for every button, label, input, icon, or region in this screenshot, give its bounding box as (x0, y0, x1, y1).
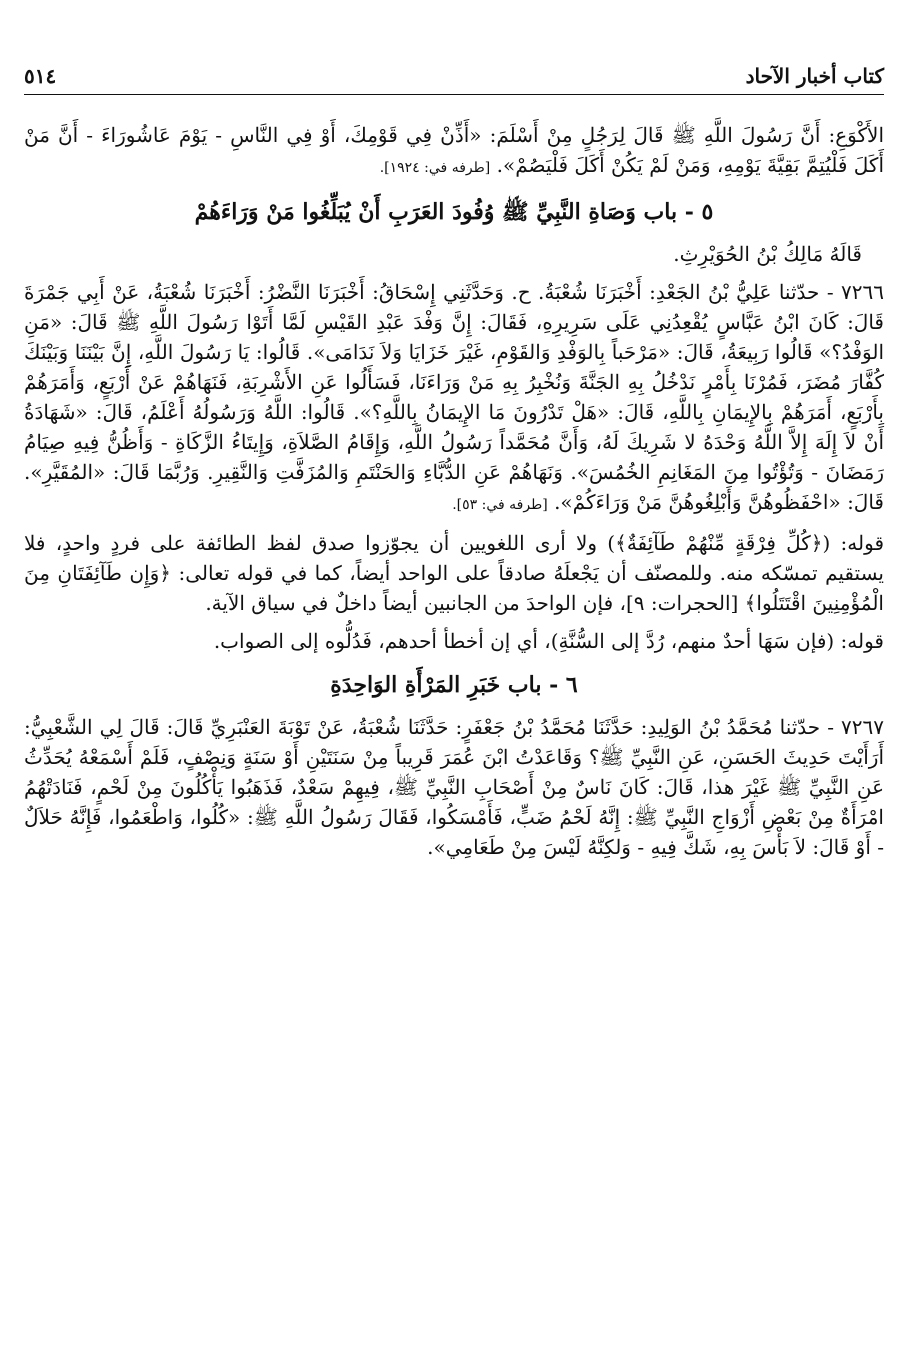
page-number: ٥١٤ (24, 64, 57, 88)
chapter-heading-5: ٥ - باب وَصَاةِ النَّبِيِّ ﷺ وُفُودَ العَرَبِ أَنْ يُبَلِّغُوا مَنْ وَرَاءَهُمْ (194, 199, 714, 225)
hadith-7267: ٧٢٦٧ - حدّثنا مُحَمَّدُ بْنُ الوَلِيدِ: حَدَّثَنَا مُحَمَّدُ بْنُ جَعْفَرٍ: حَدَّثَنَا شُعْبَةُ، عَنْ تَوْبَةَ العَنْبَرِيِّ قَالَ: قَالَ لِي الشَّعْبِيُّ: أَرَأَيْتَ حَدِيثَ الحَسَنِ، عَنِ النَّبِيِّ ﷺ؟ وَقَاعَدْتُ ابْنَ عُمَرَ قَرِيباً مِنْ سَنَتَيْنِ أَوْ سَنَةٍ وَنِصْفٍ، فَلَمْ أَسْمَعْهُ يُحَدِّثُ عَنِ النَّبِيِّ ﷺ غَيْرَ هذا، قَالَ: كَانَ نَاسٌ مِنْ أَصْحَابِ النَّبِيِّ ﷺ، فِيهِمْ سَعْدٌ، فَذَهَبُوا يَأْكُلُونَ مِنْ لَحْمٍ، فَنَادَتْهُمُ امْرَأَةٌ مِنْ بَعْضِ أَزْوَاجِ النَّبِيِّ ﷺ: إِنَّهُ لَحْمُ ضَبٍّ، فَأَمْسَكُوا، فَقَالَ رَسُولُ اللَّهِ ﷺ: «كُلُوا، وَاطْعَمُوا، فَإِنَّهُ حَلاَلٌ - أَوْ قَالَ: لاَ بَأْسَ بِهِ، شَكَّ فِيهِ - وَلكِنَّهُ لَيْسَ مِنْ طَعَامِي». (24, 715, 885, 859)
hadith-7266 (24, 277, 884, 520)
hadith-continuation (24, 120, 884, 183)
cross-reference: [طرفه في: ١٩٢٤]. (379, 160, 491, 176)
page-body (24, 120, 884, 1345)
page-header (24, 58, 884, 95)
cross-reference: [طرفه في: ٥٣]. (452, 497, 548, 513)
chapter-heading-6: ٦ - باب خَبَرِ المَرْأَةِ الوَاحِدَةِ (330, 672, 578, 698)
book-title: كتاب أخبار الآحاد (745, 64, 884, 88)
hadith-text: الأَكْوَعِ: أَنَّ رَسُولَ اللَّهِ ﷺ قَالَ لِرَجُلٍ مِنْ أَسْلَمَ: «أَذِّنْ فِي قَوْمِكَ، أَوْ فِي النَّاسِ - يَوْمَ عَاشُورَاءَ - أَنَّ مَنْ أَكَلَ فَلْيُتِمَّ بَقِيَّةَ يَوْمِهِ، وَمَنْ لَمْ يَكُنْ أَكَلَ فَلْيَصُمْ». (24, 123, 884, 177)
commentary-paragraph: قوله: (﴿كُلِّ فِرْقَةٍ مِّنْهُمْ طَآئِفَةٌ﴾) ولا أرى اللغويين أن يجوّزوا صدق لفظ الطائفة على فردٍ واحدٍ، فلا يستقيم تمسّكه منه. وللمصنّف أن يَجْعلَهُ صادقاً على الواحد أيضاً، كما في قوله تعالى: ﴿وَإِن طَآئِفَتَانِ مِنَ الْمُؤْمِنِينَ اقْتَتَلُوا﴾ [الحجرات: ٩]، فإن الواحدَ من الجانبين أيضاً داخلٌ في سياق الآية. (24, 531, 884, 615)
narrator-note: قَالَهُ مَالِكُ بْنُ الحُوَيْرِثِ. (673, 242, 862, 266)
commentary-paragraph: قوله: (فإن سَهَا أحدٌ منهم، رُدَّ إلى السُّنَّةِ)، أي إن أخطأ أحدهم، فَدُلُّوه إلى الصواب. (213, 629, 884, 653)
hadith-text: ٧٢٦٦ - حدّثنا عَلِيُّ بْنُ الجَعْدِ: أَخْبَرَنَا شُعْبَةُ. ح. وَحَدَّثَنِي إِسْحَاقُ: أَخْبَرَنَا النَّضْرُ: أَخْبَرَنَا شُعْبَةُ، عَنْ أَبِي جَمْرَةَ قَالَ: كَانَ ابْنُ عَبَّاسٍ يُقْعِدُنِي عَلَى سَرِيرِهِ، فَقَالَ: إِنَّ وَفْدَ عَبْدِ القَيْسِ لَمَّا أَتَوْا رَسُولَ اللَّهِ ﷺ قَالَ: «مَنِ الوَفْدُ؟» قَالُوا رَبِيعَةُ، قَالَ: «مَرْحَباً بِالوَفْدِ وَالقَوْمِ، غَيْرَ خَزَايَا وَلاَ نَدَامَى». قَالُوا: يَا رَسُولَ اللَّهِ، إِنَّ بَيْنَنَا وَبَيْنَكَ كُفَّارَ مُضَرَ، فَمُرْنَا بِأَمْرٍ نَدْخُلُ بِهِ الجَنَّةَ وَنُخْبِرُ بِهِ مَنْ وَرَاءَنَا، فَسَأَلُوا عَنِ الأَشْرِبَةِ، فَنَهَاهُمْ عَنْ أَرْبَعٍ، وَأَمَرَهُمْ بِأَرْبَعٍ، أَمَرَهُمْ بِالإِيمَانِ بِاللَّهِ، قَالَ: «هَلْ تَدْرُونَ مَا الإِيمَانُ بِاللَّهِ؟». قَالُوا: اللَّهُ وَرَسُولُهُ أَعْلَمُ، قَالَ: «شَهَادَةُ أَنْ لاَ إِلَهَ إِلاَّ اللَّهُ وَحْدَهُ لا شَرِيكَ لَهُ، وَأَنَّ مُحَمَّداً رَسُولُ اللَّهِ، وَإِقَامُ الصَّلاَةِ، وَإِيتَاءُ الزَّكَاةِ - وَأَظُنُّ فِيهِ صِيَامُ رَمَضَانَ - وَتُؤْتُوا مِنَ المَغَانِمِ الخُمُسَ». وَنَهَاهُمْ عَنِ الدُّبَّاءِ وَالحَنْتَمِ وَالمُزَفَّتِ وَالنَّقِيرِ. وَرُبَّمَا قَالَ: «المُقَيَّرِ». قَالَ: «احْفَظُوهُنَّ وَأَبْلِغُوهُنَّ مَنْ وَرَاءَكُمْ». (24, 280, 885, 514)
